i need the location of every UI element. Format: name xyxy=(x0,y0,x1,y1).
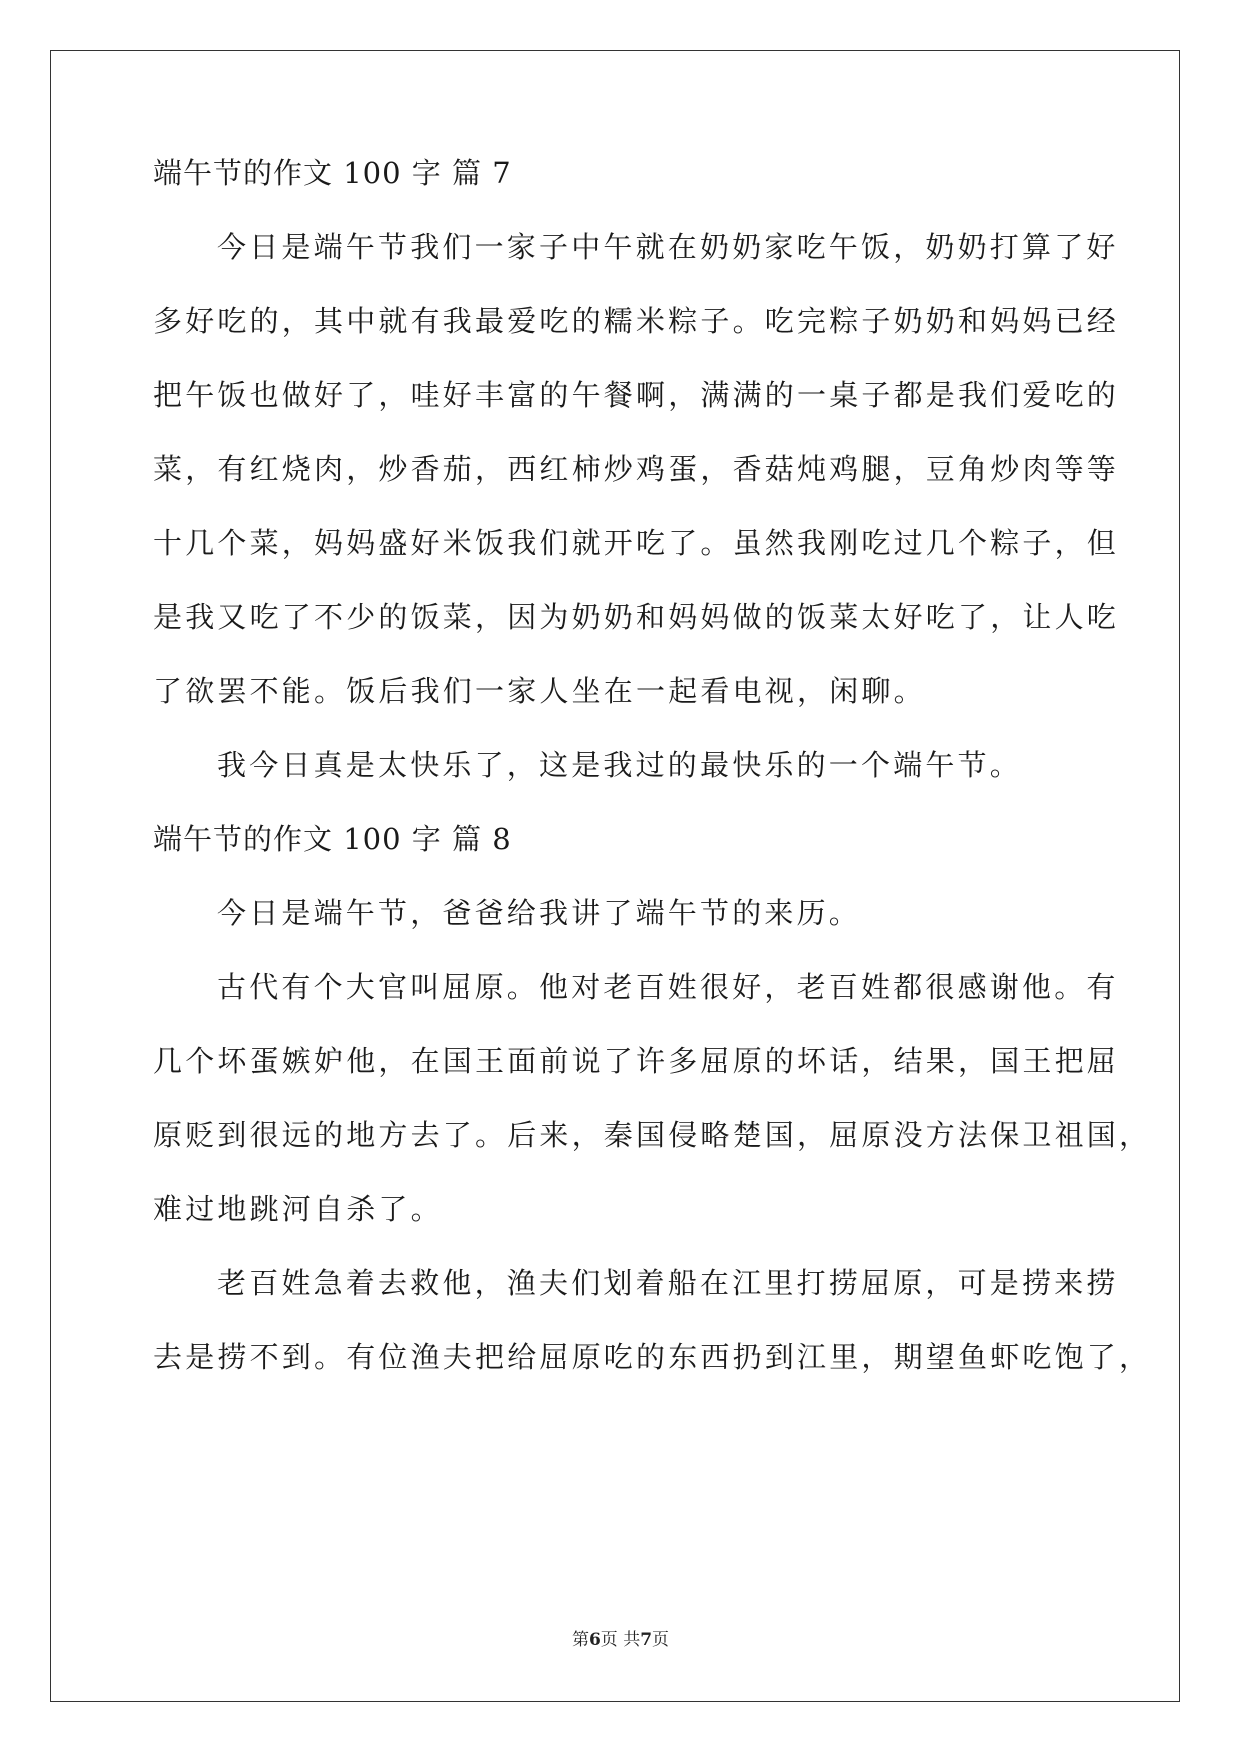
current-page-number: 6 xyxy=(588,1630,601,1650)
paragraph-line: 今日是端午节，爸爸给我讲了端午节的来历。 xyxy=(217,896,862,930)
section-heading-8: 端午节的作文 100 字 篇 8 xyxy=(153,822,512,856)
paragraph-line: 是我又吃了不少的饭菜，因为奶奶和妈妈做的饭菜太好吃了，让人吃 xyxy=(153,600,1120,634)
paragraph-line: 十几个菜，妈妈盛好米饭我们就开吃了。虽然我刚吃过几个粽子，但 xyxy=(153,526,1120,560)
paragraph-line: 多好吃的，其中就有我最爱吃的糯米粽子。吃完粽子奶奶和妈妈已经 xyxy=(153,304,1120,338)
paragraph-line: 原贬到很远的地方去了。后来，秦国侵略楚国，屈原没方法保卫祖国， xyxy=(153,1118,1152,1152)
paragraph-line: 去是捞不到。有位渔夫把给屈原吃的东西扔到江里，期望鱼虾吃饱了， xyxy=(153,1340,1152,1374)
page-border xyxy=(50,50,1180,1702)
paragraph-line: 古代有个大官叫屈原。他对老百姓很好，老百姓都很感谢他。有 xyxy=(217,970,1119,1004)
paragraph-line: 把午饭也做好了，哇好丰富的午餐啊，满满的一桌子都是我们爱吃的 xyxy=(153,378,1120,412)
paragraph-line: 几个坏蛋嫉妒他，在国王面前说了许多屈原的坏话，结果，国王把屈 xyxy=(153,1044,1120,1078)
paragraph-line: 菜，有红烧肉，炒香茄，西红柿炒鸡蛋，香菇炖鸡腿，豆角炒肉等等 xyxy=(153,452,1120,486)
paragraph-line: 了欲罢不能。饭后我们一家人坐在一起看电视，闲聊。 xyxy=(153,674,926,708)
paragraph-line: 老百姓急着去救他，渔夫们划着船在江里打捞屈原，可是捞来捞 xyxy=(217,1266,1119,1300)
footer-mid: 页 共 xyxy=(600,1630,641,1650)
page-footer xyxy=(0,1629,1241,1651)
paragraph-line: 今日是端午节我们一家子中午就在奶奶家吃午饭，奶奶打算了好 xyxy=(217,230,1119,264)
footer-suffix: 页 xyxy=(652,1630,670,1650)
footer-prefix: 第 xyxy=(571,1630,589,1650)
total-pages-number: 7 xyxy=(640,1630,653,1650)
section-heading-7: 端午节的作文 100 字 篇 7 xyxy=(153,156,512,190)
paragraph-line: 难过地跳河自杀了。 xyxy=(153,1192,443,1226)
paragraph-line: 我今日真是太快乐了，这是我过的最快乐的一个端午节。 xyxy=(217,748,1023,782)
